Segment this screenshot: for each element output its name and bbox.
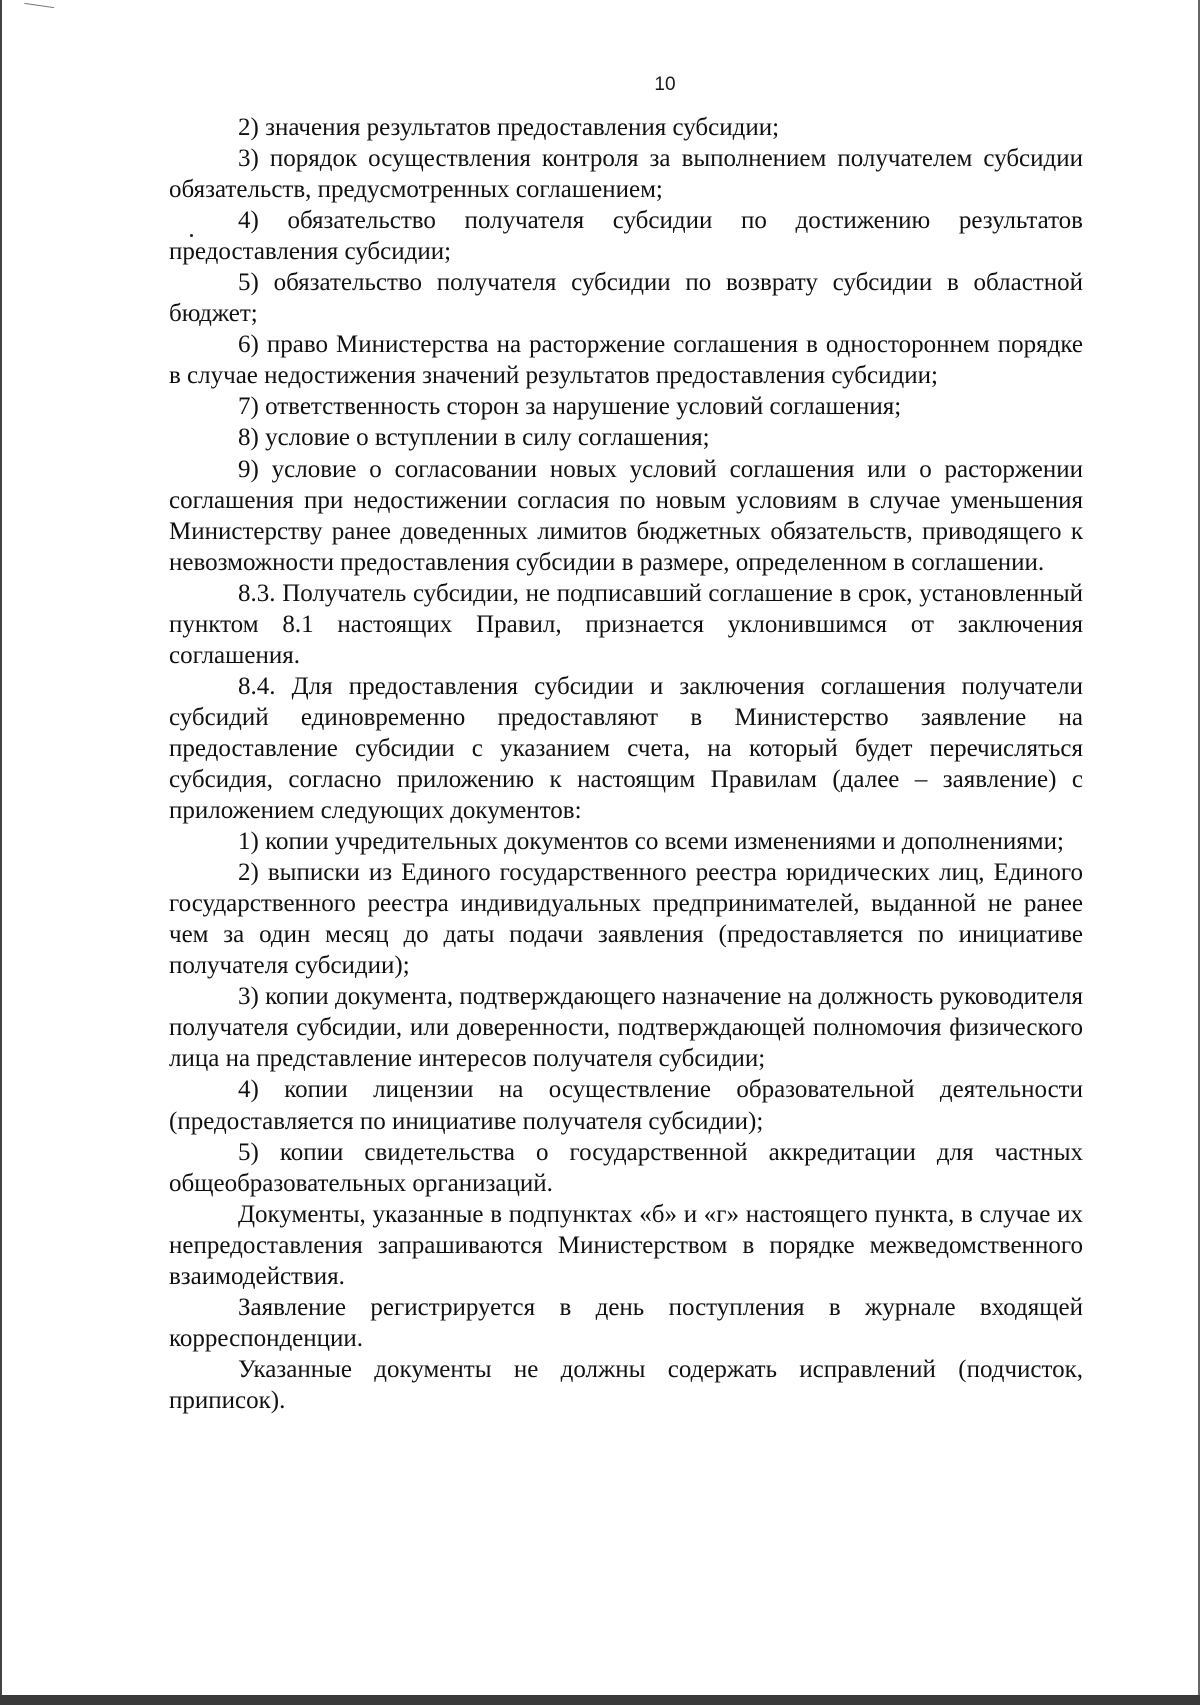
paragraph-clause-8-4: 8.4. Для предоставления субсидии и заключения соглашения получатели субсидий единовременно предоставляют в Министерство заявление на предоставление субсидии с указанием счета, на который будет перечисляться субсидия, согласно приложению к настоящим Правилам (далее – заявление) с приложением следующих документов:	[169, 672, 1083, 825]
paragraph-item-7-responsibility: 7) ответственность сторон за нарушение условий соглашения;	[238, 393, 902, 421]
page-number: 10	[654, 74, 676, 95]
paragraph-doc-3-appointment-document: 3) копии документа, подтверждающего назначение на должность руководителя получателя субсидии, или доверенности, подтверждающей полномочия физического лица на представление интересов получателя субсидии;	[169, 983, 1083, 1073]
scan-edge-bottom	[0, 1695, 1200, 1705]
paragraph-item-6-termination-right: 6) право Министерства на расторжение соглашения в одностороннем порядке в случае недостижения значений результатов предоставления субсидии;	[169, 331, 1083, 390]
scan-edge-left	[0, 0, 2, 1705]
paragraph-doc-2-registry-extracts: 2) выписки из Единого государственного реестра юридических лиц, Единого государственного реестра индивидуальных предпринимателей, выданной не ранее чем за один месяц до даты подачи заявления (предоставляется по инициативе получателя субсидии);	[169, 859, 1083, 980]
paragraph-application-registration: Заявление регистрируется в день поступления в журнале входящей корреспонденции.	[169, 1293, 1083, 1352]
paragraph-doc-5-accreditation: 5) копии свидетельства о государственной аккредитации для частных общеобразовательных организаций.	[169, 1138, 1083, 1197]
paragraph-item-2-results-values: 2) значения результатов предоставления субсидии;	[238, 114, 780, 141]
paragraph-item-9-new-conditions: 9) условие о согласовании новых условий соглашения или о расторжении соглашения при недостижении согласия по новым условиям в случае уменьшения Министерству ранее доведенных лимитов бюджетных обязательств, приводящего к невозможности предоставления субсидии в размере, определенном в соглашении.	[169, 455, 1083, 576]
paragraph-documents-request: Документы, указанные в подпунктах «б» и «г» настоящего пункта, в случае их непредоставления запрашиваются Министерством в порядке межведомственного взаимодействия.	[169, 1200, 1083, 1290]
paragraph-item-5-return-obligation: 5) обязательство получателя субсидии по возврату субсидии в областной бюджет;	[169, 269, 1083, 328]
paragraph-item-8-entry-into-force: 8) условие о вступлении в силу соглашения;	[238, 424, 710, 452]
paragraph-clause-8-3: 8.3. Получатель субсидии, не подписавший соглашение в срок, установленный пунктом 8.1 настоящих Правил, признается уклонившимся от заключения соглашения.	[169, 579, 1083, 669]
paragraph-item-3-control-procedure: 3) порядок осуществления контроля за выполнением получателем субсидии обязательств, предусмотренных соглашением;	[169, 145, 1083, 204]
paragraph-doc-1-founding-documents: 1) копии учредительных документов со всеми изменениями и дополнениями;	[238, 828, 1064, 856]
scan-corner-mark	[24, 3, 54, 11]
paragraph-no-corrections: Указанные документы не должны содержать исправлений (подчисток, приписок).	[169, 1355, 1083, 1414]
paragraph-item-4-achievement-obligation: 4) обязательство получателя субсидии по достижению результатов предоставления субсидии;	[169, 207, 1083, 266]
paragraph-doc-4-license: 4) копии лицензии на осуществление образовательной деятельности (предоставляется по инициативе получателя субсидии);	[169, 1076, 1083, 1135]
document-body	[169, 112, 1083, 1416]
